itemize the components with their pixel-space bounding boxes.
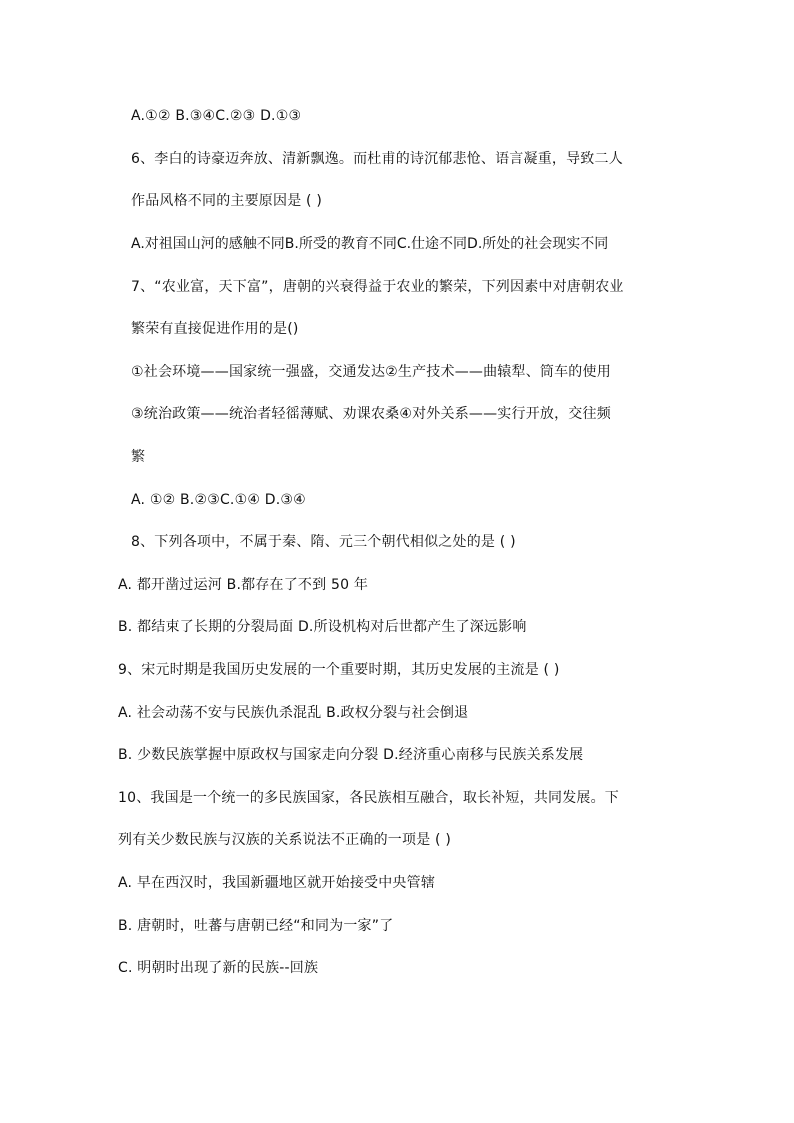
q7-options: A. ①② B.②③C.①④ D.③④ — [131, 492, 306, 508]
q10-stem-line1: 10、我国是一个统一的多民族国家，各民族相互融合，取长补短，共同发展。下 — [118, 790, 620, 806]
q7-stem-line1: 7、“农业富，天下富”，唐朝的兴衰得益于农业的繁荣，下列因素中对唐朝农业 — [131, 279, 624, 295]
q7-item-line3: 繁 — [131, 449, 146, 465]
q8-option-line1: A. 都开凿过运河 B.都存在了不到 50 年 — [118, 577, 369, 593]
q6-stem-line1: 6、李白的诗豪迈奔放、清新飘逸。而杜甫的诗沉郁悲怆、语言凝重，导致二人 — [131, 151, 623, 167]
q8-option-line2: B. 都结束了长期的分裂局面 D.所设机构对后世都产生了深远影响 — [118, 619, 527, 635]
q10-option-c: C. 明朝时出现了新的民族--回族 — [118, 960, 319, 976]
q10-option-b: B. 唐朝时，吐蕃与唐朝已经“和同为一家”了 — [118, 918, 394, 934]
q10-option-a: A. 早在西汉时，我国新疆地区就开始接受中央管辖 — [118, 875, 436, 891]
q6-options: A.对祖国山河的感触不同B.所受的教育不同C.仕途不同D.所处的社会现实不同 — [131, 236, 609, 252]
q9-stem: 9、宋元时期是我国历史发展的一个重要时期，其历史发展的主流是 ( ) — [118, 662, 560, 678]
q9-option-line2: B. 少数民族掌握中原政权与国家走向分裂 D.经济重心南移与民族关系发展 — [118, 747, 584, 763]
q10-stem-line2: 列有关少数民族与汉族的关系说法不正确的一项是 ( ) — [118, 832, 452, 848]
q7-item-line2: ③统治政策——统治者轻徭薄赋、劝课农桑④对外关系——实行开放，交往频 — [131, 406, 611, 422]
q6-stem-line2: 作品风格不同的主要原因是 ( ) — [131, 193, 323, 209]
q8-stem: 8、下列各项中，不属于秦、隋、元三个朝代相似之处的是 ( ) — [131, 534, 516, 550]
q7-item-line1: ①社会环境——国家统一强盛，交通发达②生产技术——曲辕犁、筒车的使用 — [131, 364, 611, 380]
q5-options: A.①② B.③④C.②③ D.①③ — [131, 108, 302, 124]
q9-option-line1: A. 社会动荡不安与民族仇杀混乱 B.政权分裂与社会倒退 — [118, 705, 469, 721]
q7-stem-line2: 繁荣有直接促进作用的是() — [131, 321, 299, 337]
